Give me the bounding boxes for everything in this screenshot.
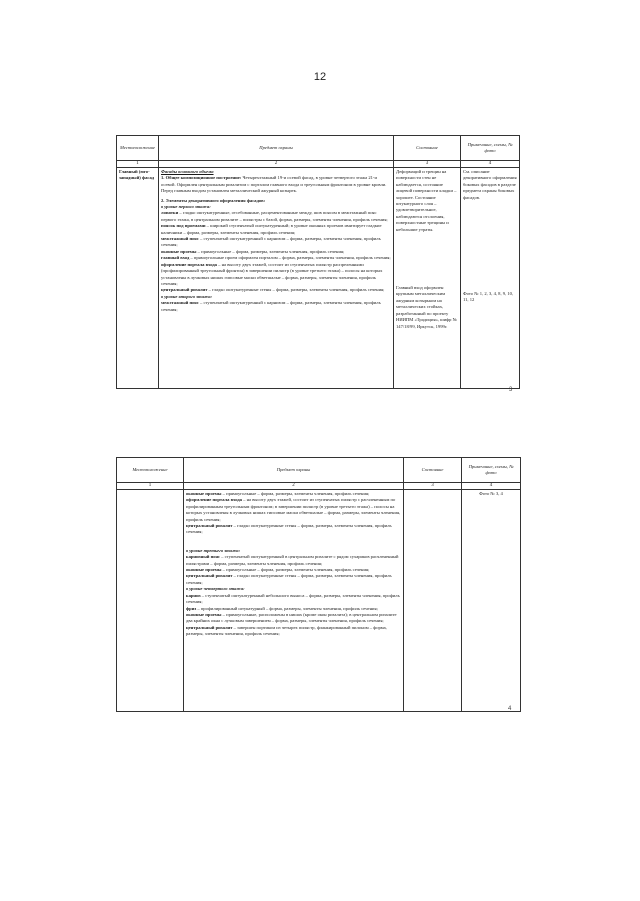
paragraph-title: 2. Элементы декоративного оформления фасадов: bbox=[161, 197, 266, 203]
column-number: 3 bbox=[404, 483, 462, 490]
element-item bbox=[186, 497, 401, 523]
column-number: 1 bbox=[117, 161, 159, 168]
table-header-row bbox=[117, 458, 521, 483]
header-location: Местоположение bbox=[117, 136, 159, 161]
column-number: 4 bbox=[461, 161, 520, 168]
element-term: центральный ризалит bbox=[186, 624, 233, 630]
table-row bbox=[117, 168, 520, 389]
level-heading: в уровне четвертого этажа: bbox=[186, 586, 245, 592]
element-text: – на высоту двух этажей, состоит из ступенчатых пилястр с расчлененным по профилированным треугольным фронтоном; в завершении пилястр (в уровне третьего этажа) – полосы на которых установлены в лучковых нишах гипсовые маски обветшалые – форма, размеры, элементы членения, профиль сечения; bbox=[186, 497, 401, 522]
photo-reference: Фото № 1, 2, 3, 4, 8, 9, 10, 11, 12 bbox=[463, 291, 514, 303]
element-item bbox=[186, 554, 401, 567]
element-term: оконные проемы bbox=[186, 611, 222, 617]
element-item bbox=[186, 625, 401, 638]
photo-reference: Фото № 3, 4 bbox=[479, 491, 503, 496]
element-term: центральный ризалит bbox=[186, 573, 233, 579]
element-text: – гладко оштукатуренные стены – форма, размеры, элементы членения, профиль сечения; bbox=[207, 287, 385, 293]
element-text: – ступенчатый оштукатуренный с карнизом – форма, размеры, элементы членения, профиль сечения; bbox=[161, 236, 381, 248]
level-heading: в уровне второго этажа: bbox=[161, 293, 213, 299]
protection-table-2 bbox=[116, 457, 521, 712]
protection-table-1 bbox=[116, 135, 520, 389]
column-number: 2 bbox=[159, 161, 394, 168]
column-number: 4 bbox=[462, 483, 521, 490]
element-text: – на высоту двух этажей, состоит из ступенчатых пилястр распреленными (профилированный треугольный фронтон) в завершении пилястр (в уровне третьего этажа) – полосы на которых установлены в лучковых нишах гипсовые маски обветшалые – форма, размеры, элементы членения, профиль сечения; bbox=[161, 261, 383, 286]
element-item bbox=[161, 287, 391, 293]
condition-text: Деформаций и трещин на поверхности стен не наблюдается, состояние лицевой поверхности кладки – хорошее. Состояние штукатурного слоя – удовлетворительное, наблюдаются отслоения, поверхностные трещины и небольшие утраты. bbox=[396, 169, 457, 232]
header-condition: Состояние bbox=[394, 136, 461, 161]
element-term: межэтажный пояс bbox=[161, 300, 199, 306]
condition-cell bbox=[404, 490, 462, 712]
note-text: См. описание декоративного оформления боковых фасадов в разделе предмета охраны боковых фасадов. bbox=[463, 169, 517, 200]
element-text: – ступенчатый оштукатуренный небольшого выноса – форма, размеры, элементы членения, профиль сечения; bbox=[186, 592, 400, 605]
element-item bbox=[161, 223, 391, 236]
note-cell bbox=[462, 490, 521, 712]
footer-mark: 4 bbox=[508, 706, 512, 712]
section-heading: Фасады основного объема bbox=[161, 169, 214, 174]
element-term: лопатки bbox=[161, 210, 179, 216]
header-note: Примечание, схемы, № фото bbox=[462, 458, 521, 483]
header-location: Местоположение bbox=[117, 458, 184, 483]
column-number: 1 bbox=[117, 483, 184, 490]
page-number: 12 bbox=[313, 71, 327, 83]
element-term: оконные проемы bbox=[161, 248, 197, 254]
element-item bbox=[161, 236, 391, 249]
element-term: оконные проемы bbox=[186, 491, 222, 496]
header-condition: Состояние bbox=[404, 458, 462, 483]
location-text: Главный (юго-западный) фасад bbox=[119, 169, 155, 181]
element-item bbox=[186, 573, 401, 586]
paragraph-text: Четырехэтажный 19-и осевой фасад, в уровне четвертого этажа 21-и осевой. Оформлен центральным ризалитом с порталом главного входа и треугольным фронтоном в уровне кровли. Перед главным входом установлен металлический ажурный козырек. bbox=[161, 175, 387, 194]
level-heading: в уровне третьего этажа: bbox=[186, 547, 241, 553]
column-number: 3 bbox=[394, 161, 461, 168]
element-term: фриз bbox=[186, 605, 197, 611]
element-text: – широкий ступенчатый оштукатуренный; в уровне оконных проемов имитирует гладкие наличники – форма, размеры, элементы членения, профиль сечения; bbox=[161, 223, 382, 235]
element-text: – ступенчатый оштукатуренный в центральном ризалите с рядом сухариков расчлененный пилястрами – форма, размеры, элементы членения, профиль сечения; bbox=[186, 554, 399, 566]
column-number: 2 bbox=[184, 483, 404, 490]
column-number-row bbox=[117, 161, 520, 168]
level-heading: в уровне первого этажа: bbox=[161, 204, 211, 210]
element-item bbox=[186, 593, 401, 606]
element-term: карнизный пояс bbox=[186, 554, 220, 560]
element-text: – профилированный штукатурный – форма, размеры, элементы членения, профиль сечения; bbox=[196, 605, 378, 611]
element-item bbox=[186, 612, 401, 625]
condition-text: Главный вход оформлен крупным металлическим ажурным козырьком на металлических стойках, разработанный по проекту НИИПМ «Традиция», шифр № 147/18/99, Иркутск, 1999г. bbox=[396, 285, 457, 329]
element-term: центральный ризалит bbox=[161, 287, 208, 293]
element-term: оконные проемы bbox=[186, 567, 222, 573]
element-term: карниз bbox=[186, 592, 201, 598]
element-text: – прямоугольные – форма, размеры, элементы членения, профиль сечения; bbox=[221, 567, 370, 573]
note-cell bbox=[461, 168, 520, 389]
paragraph-title: 1. Общее композиционное построение: bbox=[161, 175, 242, 181]
element-text: – гладко оштукатуренные стены – форма, размеры, элементы членения, профиль сечения; bbox=[186, 573, 392, 585]
element-text: – прямоугольные – форма, размеры, элементы членения, профиль сечения; bbox=[196, 248, 345, 254]
condition-cell bbox=[394, 168, 461, 389]
header-note: Примечание, схемы, № фото bbox=[461, 136, 520, 161]
table-header-row bbox=[117, 136, 520, 161]
element-item bbox=[161, 262, 391, 288]
footer-mark: 3 bbox=[509, 387, 513, 393]
element-item bbox=[161, 210, 391, 223]
element-term: центральный ризалит bbox=[186, 523, 233, 529]
location-cell bbox=[117, 168, 159, 389]
header-subject: Предмет охраны bbox=[184, 458, 404, 483]
element-term: главный вход bbox=[161, 255, 190, 261]
element-text: – прямоугольные – форма, размеры, элементы членения, профиль сечения; bbox=[221, 491, 370, 496]
element-text: – гладко оштукатуренные стены – форма, размеры, элементы членения, профиль сечения; bbox=[186, 523, 392, 535]
header-subject: Предмет охраны bbox=[159, 136, 394, 161]
element-term: оформление портала входа bbox=[186, 497, 242, 503]
element-text: – прямоугольные проем оформлен порталом – форма, размеры, элементы членения, профиль сечения; bbox=[189, 255, 391, 261]
table-row bbox=[117, 490, 521, 712]
element-text: – завершен портиком из четырех пилястр, фланкированный пилоном – форма, размеры, элементы членения, профиль сечения; bbox=[186, 624, 387, 637]
element-item bbox=[161, 300, 391, 313]
subject-cell bbox=[159, 168, 394, 389]
element-term: межэтажный пояс bbox=[161, 236, 199, 242]
subject-cell bbox=[184, 490, 404, 712]
element-term: поясок под проемами bbox=[161, 223, 206, 229]
paragraph bbox=[161, 175, 391, 194]
element-term: оформление портала входа bbox=[161, 261, 217, 267]
element-text: – ступенчатый оштукатуренный с карнизом – форма, размеры, элементы членения, профиль сечения; bbox=[161, 300, 381, 312]
element-text: – прямоугольные, расположены в нишах (кроме окон ризалита); в центральном ризалите два крайних окна с лучковым завершением – форма, размеры, элементы членения, профиль сечения; bbox=[186, 611, 397, 624]
location-cell bbox=[117, 490, 184, 712]
element-item bbox=[186, 523, 401, 536]
element-text: – гладко оштукатуренные, отсебованные, расцементованные между, шов поясом в межэтажный пояс первого этажа, в центральном ризалите – пилястры с базой, форма, размеры, элементы членения, профиль сечения; bbox=[161, 210, 388, 222]
column-number-row bbox=[117, 483, 521, 490]
